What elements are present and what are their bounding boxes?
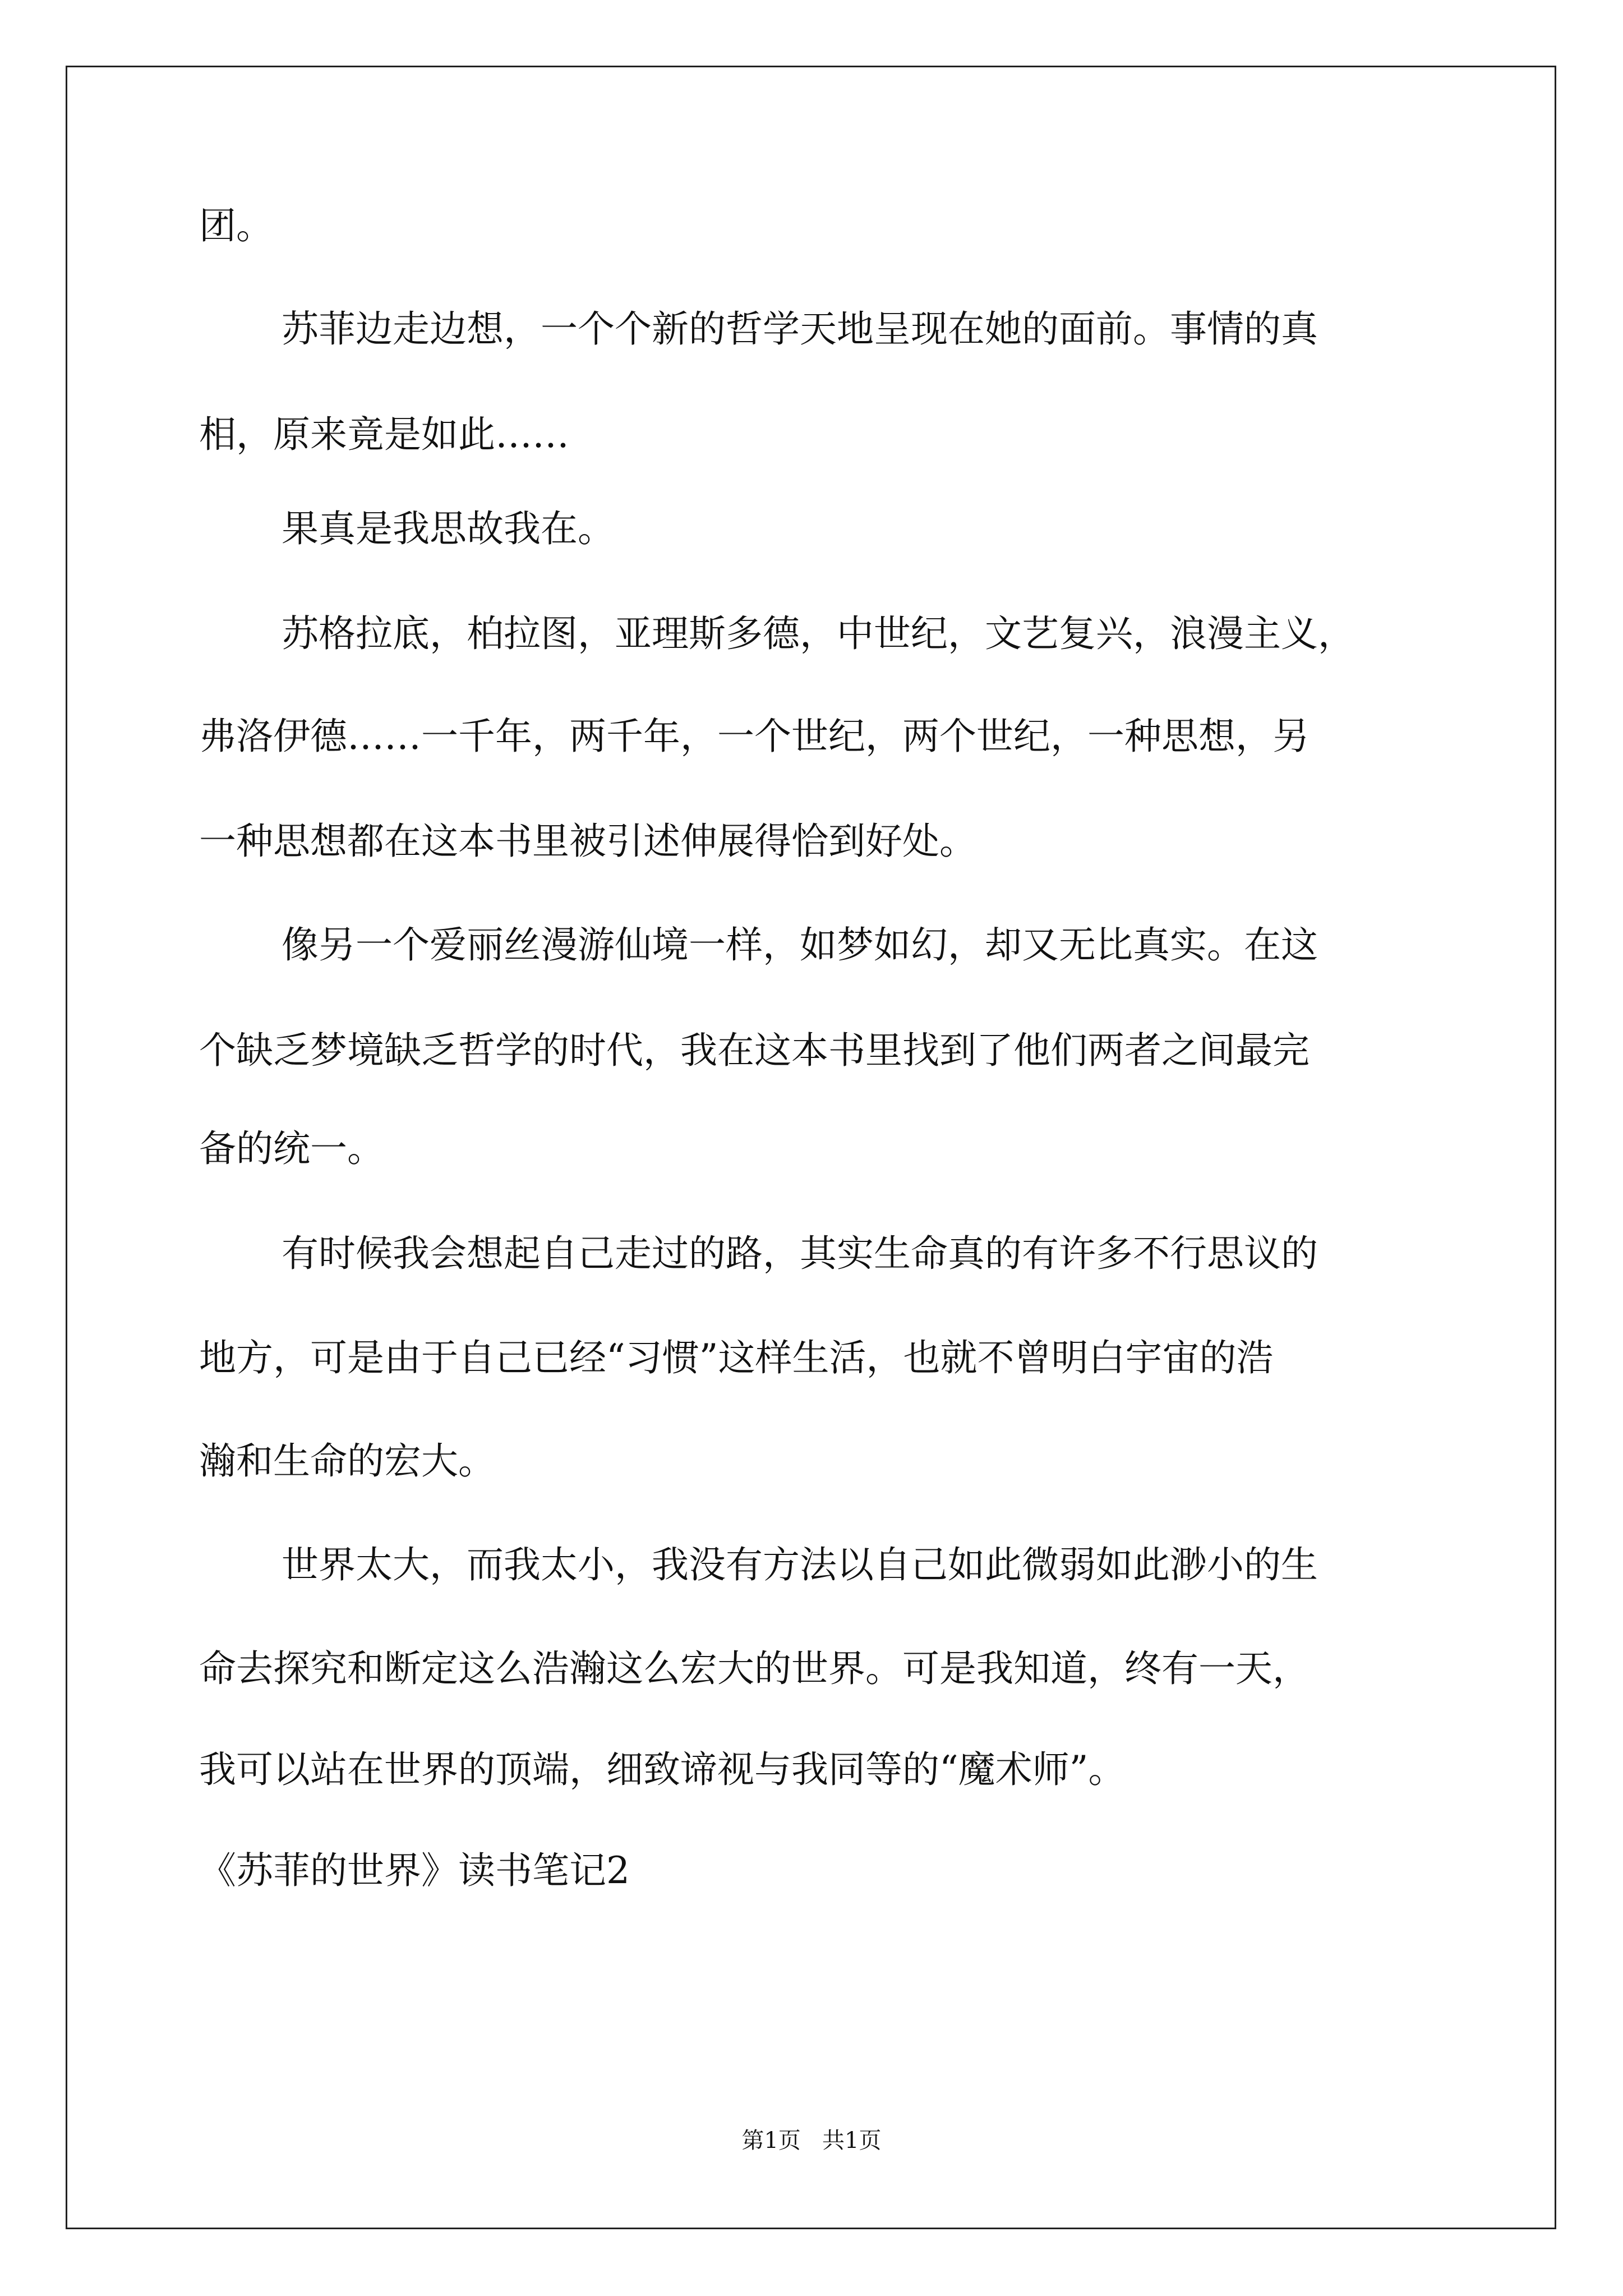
text-line: 瀚和生命的宏大。: [199, 1439, 495, 1483]
page-footer: 第1页 共1页: [741, 2128, 882, 2154]
paragraph-first-line: 像另一个爱丽丝漫游仙境一样，如梦如幻，却又无比真实。在这: [282, 923, 1318, 967]
text-line: 命去探究和断定这么浩瀚这么宏大的世界。可是我知道，终有一天，: [199, 1647, 1310, 1690]
text-line: 相，原来竟是如此……: [199, 413, 569, 456]
text-line: 弗洛伊德……一千年，两千年，一个世纪，两个世纪，一种思想，另: [199, 715, 1310, 758]
section-heading: 《苏菲的世界》读书笔记2: [199, 1849, 630, 1892]
text-line: 个缺乏梦境缺乏哲学的时代，我在这本书里找到了他们两者之间最完: [199, 1029, 1310, 1072]
paragraph-first-line: 世界太大，而我太小，我没有方法以自己如此微弱如此渺小的生: [282, 1543, 1318, 1586]
paragraph-first-line: 苏格拉底，柏拉图，亚理斯多德，中世纪，文艺复兴，浪漫主义，: [282, 612, 1355, 655]
paragraph-first-line: 有时候我会想起自己走过的路，其实生命真的有许多不行思议的: [282, 1232, 1318, 1275]
text-line: 团。: [199, 204, 273, 247]
text-line: 备的统一。: [199, 1127, 384, 1170]
text-line: 一种思想都在这本书里被引述伸展得恰到好处。: [199, 820, 976, 863]
text-line: 我可以站在世界的顶端，细致谛视与我同等的“魔术师”。: [199, 1748, 1126, 1791]
paragraph-first-line: 苏菲边走边想，一个个新的哲学天地呈现在她的面前。事情的真: [282, 307, 1318, 351]
paragraph-first-line: 果真是我思故我在。: [282, 507, 615, 550]
text-line: 地方，可是由于自己已经“习惯”这样生活，也就不曾明白宇宙的浩: [199, 1336, 1274, 1379]
